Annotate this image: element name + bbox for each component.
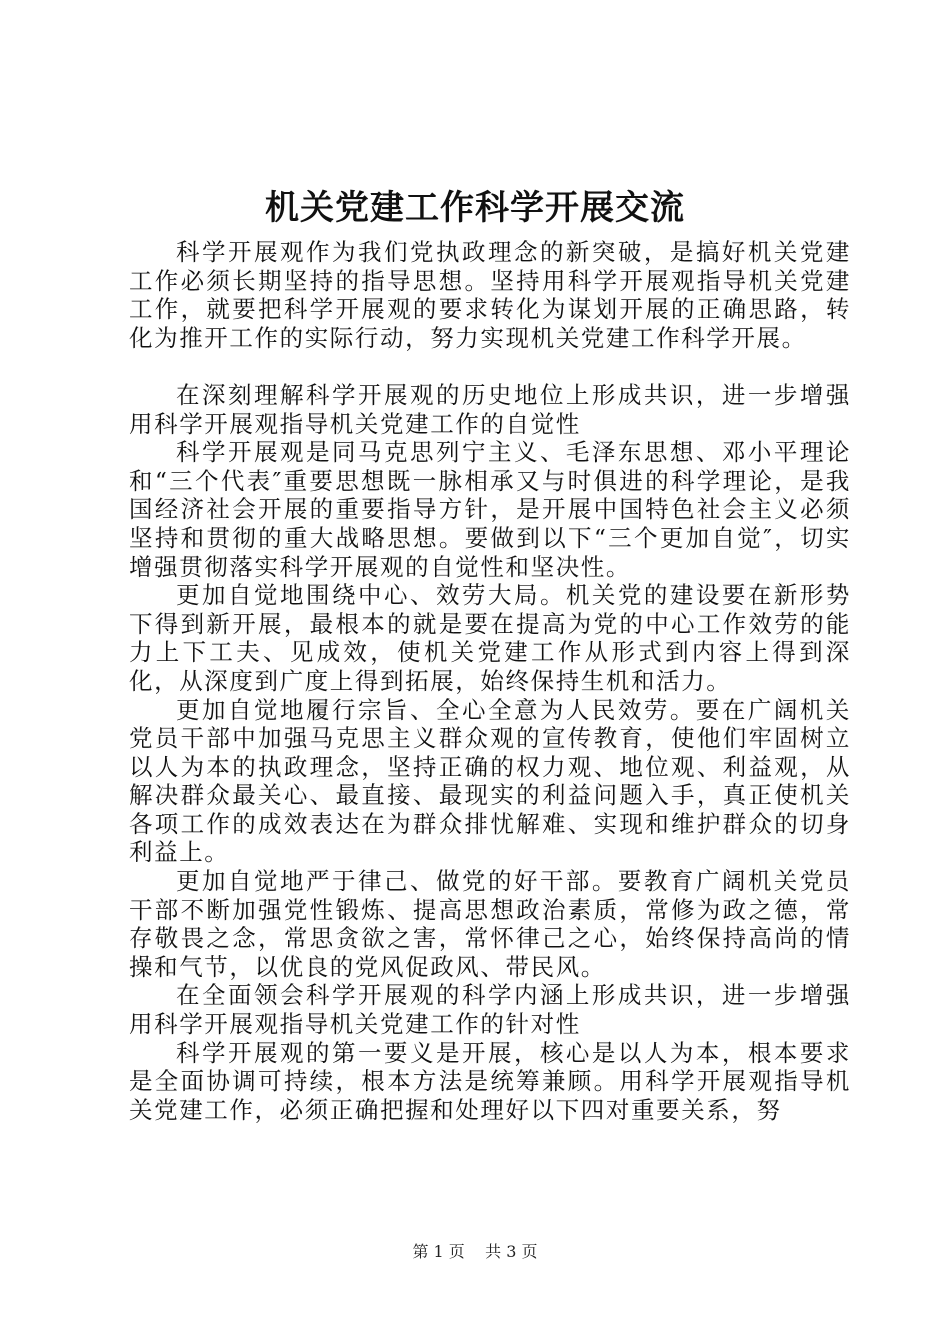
paragraph: 更加自觉地严于律己、做党的好干部。要教育广阔机关党员干部不断加强党性锻炼、提高思想政治素质，常修为政之德，常存敬畏之念，常思贪欲之害，常怀律己之心，始终保持高尚的情操和气节，以优良的党风促政风、带民风。 [129, 867, 851, 981]
paragraph: 更加自觉地履行宗旨、全心全意为人民效劳。要在广阔机关党员干部中加强马克思主义群众观的宣传教育，使他们牢固树立以人为本的执政理念，坚持正确的权力观、地位观、利益观，从解决群众最关心、最直接、最现实的利益问题入手，真正使机关各项工作的成效表达在为群众排忧解难、实现和维护群众的切身利益上。 [129, 695, 851, 867]
document-title: 机关党建工作科学开展交流 [265, 188, 685, 228]
page-total: 共 3 页 [485, 1242, 538, 1261]
paragraph: 科学开展观是同马克思列宁主义、毛泽东思想、邓小平理论和“三个代表″重要思想既一脉相承又与时俱进的科学理论，是我国经济社会开展的重要指导方针，是开展中国特色社会主义必须坚持和贯彻的重大战略思想。要做到以下“三个更加自觉″，切实增强贯彻落实科学开展观的自觉性和坚决性。 [129, 438, 851, 581]
document-body [129, 238, 851, 1124]
section-heading-1: 在深刻理解科学开展观的历史地位上形成共识，进一步增强用科学开展观指导机关党建工作的自觉性 [129, 380, 851, 438]
section-heading-2: 在全面领会科学开展观的科学内涵上形成共识，进一步增强用科学开展观指导机关党建工作的针对性 [129, 981, 851, 1039]
paragraph: 更加自觉地围绕中心、效劳大局。机关党的建设要在新形势下得到新开展，最根本的就是要在提高为党的中心工作效劳的能力上下工夫、见成效，使机关党建工作从形式到内容上得到深化，从深度到广度上得到拓展，始终保持生机和活力。 [129, 581, 851, 695]
page-number: 第 1 页 [412, 1242, 465, 1261]
paragraph: 科学开展观的第一要义是开展，核心是以人为本，根本要求是全面协调可持续，根本方法是统筹兼顾。用科学开展观指导机关党建工作，必须正确把握和处理好以下四对重要关系，努 [129, 1038, 851, 1124]
paragraph-intro: 科学开展观作为我们党执政理念的新突破，是搞好机关党建工作必须长期坚持的指导思想。坚持用科学开展观指导机关党建工作，就要把科学开展观的要求转化为谋划开展的正确思路，转化为推开工作的实际行动，努力实现机关党建工作科学开展。 [129, 238, 851, 352]
page-footer [0, 1240, 950, 1264]
